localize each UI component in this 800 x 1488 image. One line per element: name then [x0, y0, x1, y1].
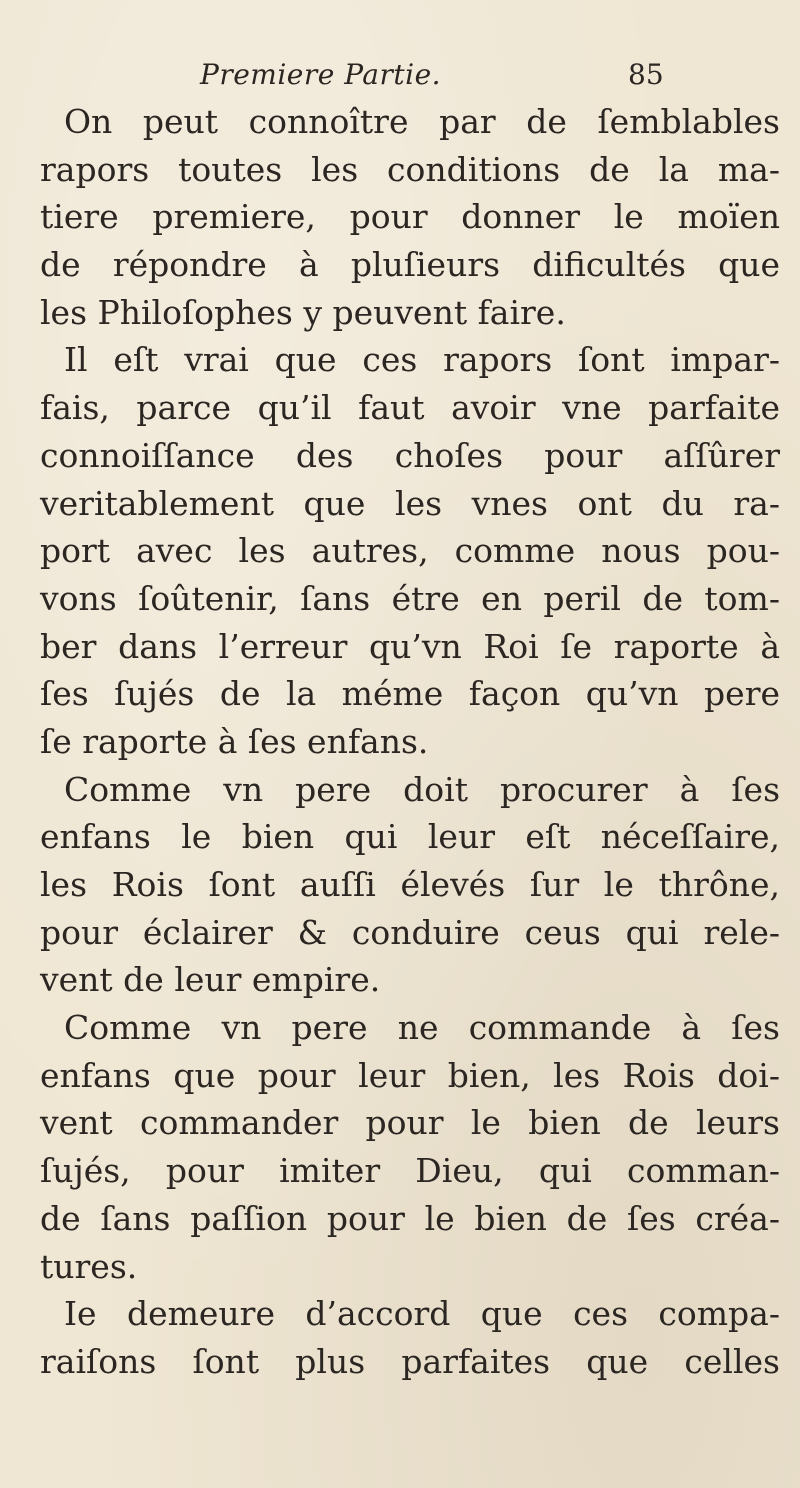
- text-line: veritablement que les vnes ont du ra-: [40, 483, 780, 523]
- text-line: Comme vn pere doit procurer à ſes: [64, 769, 780, 809]
- text-line: ſes ſujés de la méme façon qu’vn pere: [40, 674, 780, 714]
- text-line: Il eſt vrai que ces rapors ſont impar-: [64, 340, 780, 380]
- text-line: de répondre à pluſieurs dificultés que: [40, 245, 780, 285]
- text-line: On peut connoître par de ſemblables: [64, 102, 780, 141]
- page-number: 85: [628, 58, 664, 91]
- text-line: vent de leur empire.: [40, 960, 381, 1000]
- text-line: vons ſoûtenir, ſans étre en peril de tom-: [40, 578, 780, 618]
- text-line: ſe raporte à ſes enfans.: [40, 721, 429, 761]
- text-line: de ſans paſſion pour le bien de ſes créa-: [40, 1198, 780, 1238]
- text-line: les Philoſophes y peuvent faire.: [40, 292, 566, 332]
- text-line: vent commander pour le bien de leurs: [40, 1103, 780, 1143]
- text-line: tures.: [40, 1246, 138, 1286]
- text-line: Ie demeure d’accord que ces compa-: [64, 1294, 780, 1334]
- text-line: Comme vn pere ne commande à ſes: [64, 1008, 780, 1048]
- text-line: enfans le bien qui leur eſt néceſſaire,: [40, 817, 780, 857]
- text-line: pour éclairer & conduire ceus qui rele-: [40, 912, 780, 952]
- text-line: port avec les autres, comme nous pou-: [40, 531, 780, 571]
- text-line: fais, parce qu’il faut avoir vne parfaite: [40, 388, 780, 428]
- text-line: raiſons ſont plus parfaites que celles: [40, 1341, 780, 1381]
- body-text: [40, 98, 780, 1386]
- running-title: Premiere Partie.: [200, 58, 442, 91]
- text-line: les Rois ſont auſſi élevés ſur le thrône,: [40, 865, 780, 904]
- text-line: connoiſſance des choſes pour aſſûrer: [40, 435, 780, 475]
- text-line: ber dans l’erreur qu’vn Roi ſe raporte à: [40, 626, 780, 666]
- running-head: [0, 58, 800, 98]
- text-line: tiere premiere, pour donner le moïen: [40, 197, 780, 237]
- text-line: rapors toutes les conditions de la ma-: [40, 149, 780, 189]
- text-line: ſujés, pour imiter Dieu, qui comman-: [40, 1151, 780, 1191]
- text-line: enfans que pour leur bien, les Rois doi-: [40, 1055, 780, 1095]
